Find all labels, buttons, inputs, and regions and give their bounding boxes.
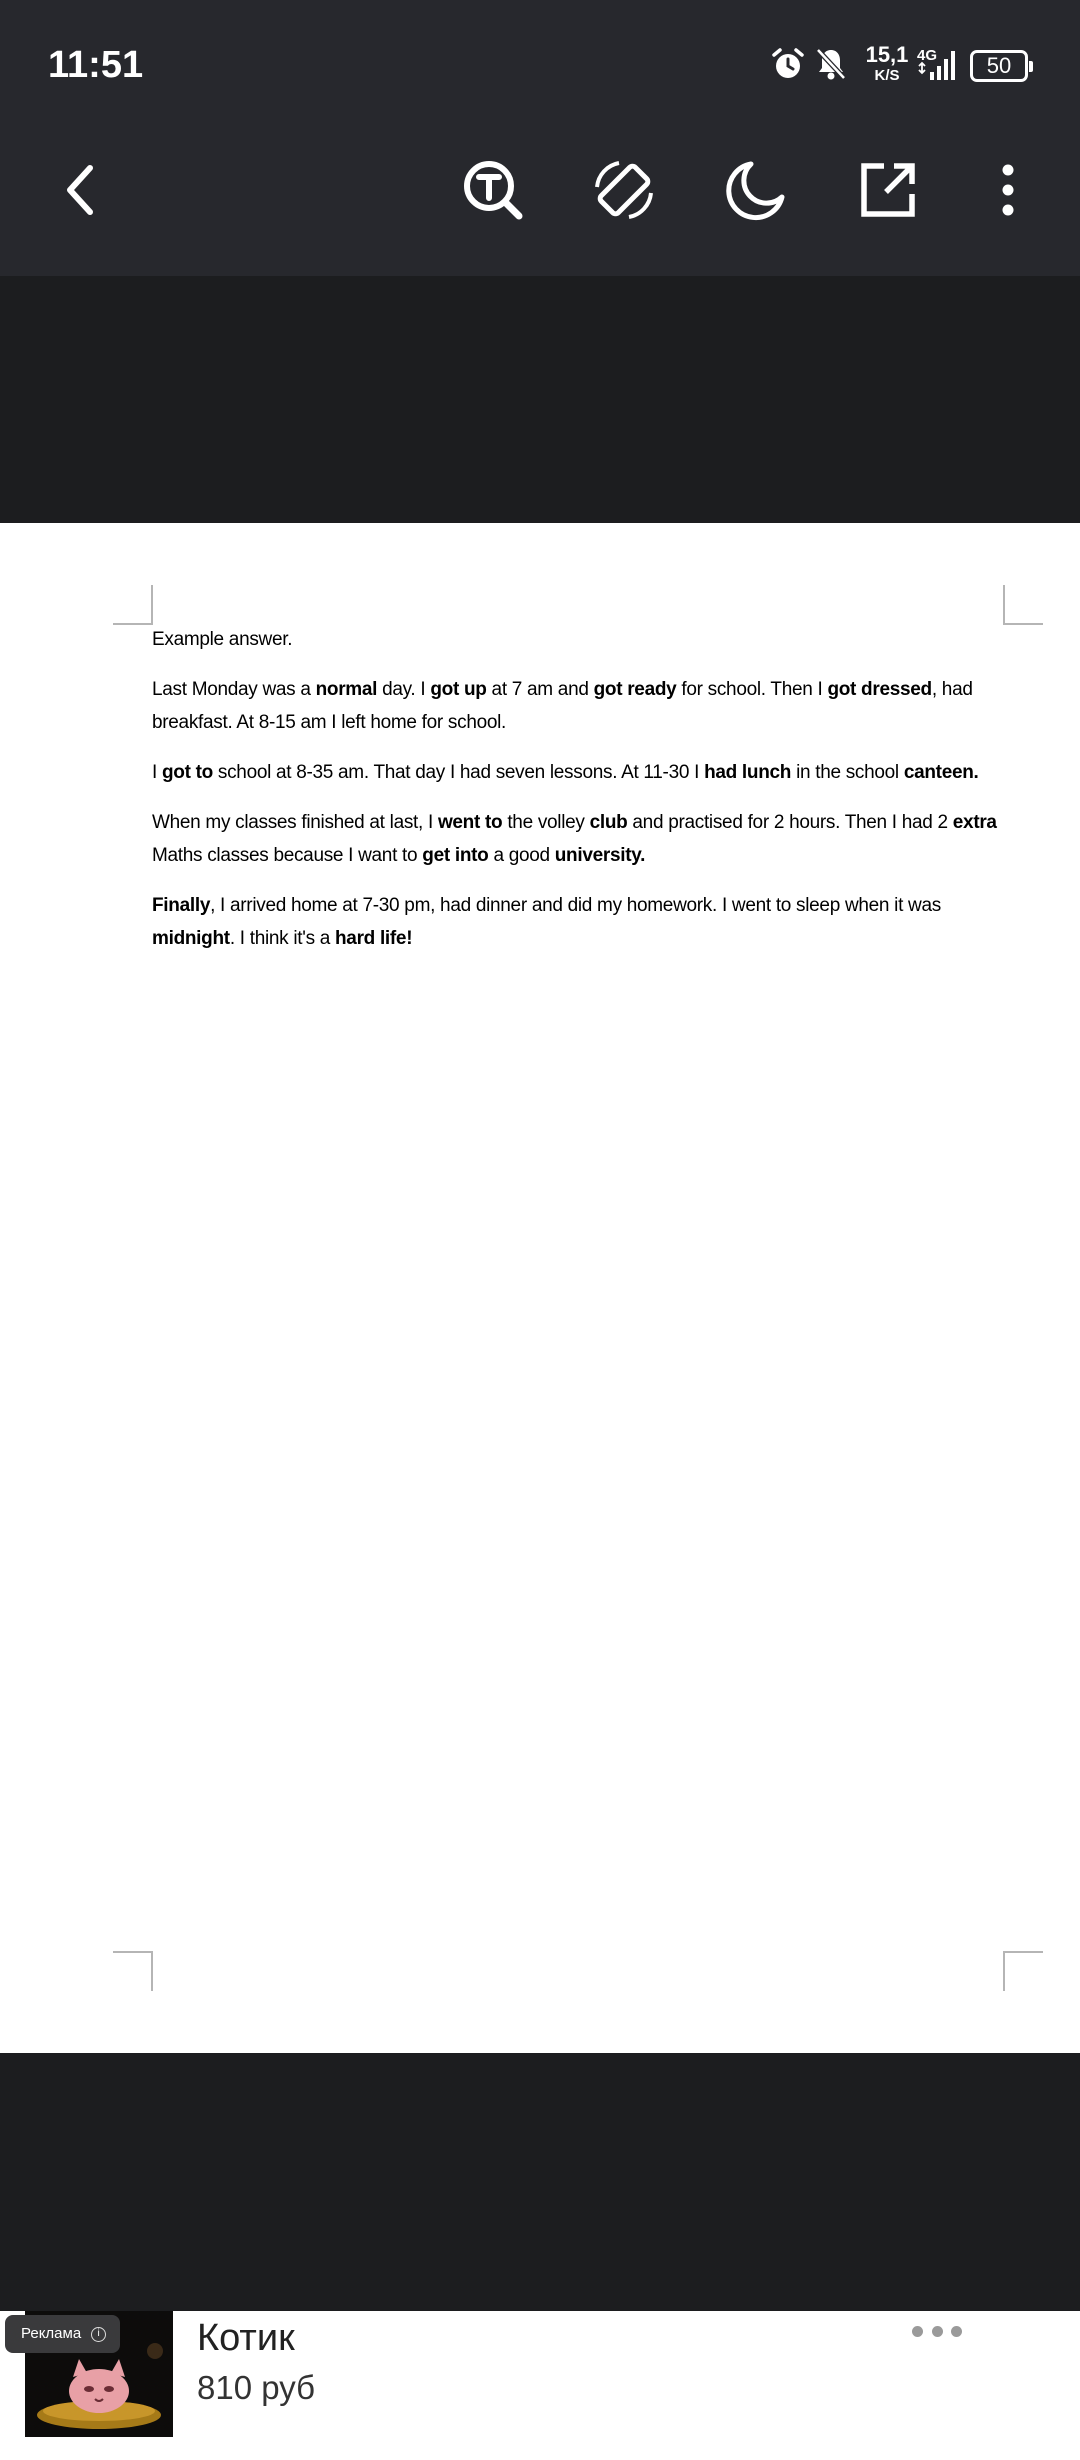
viewer-background	[0, 276, 1080, 523]
svg-text:4G: 4G	[917, 47, 938, 64]
text-run: When my classes finished at last, I	[152, 812, 438, 833]
text-run: and practised for 2 hours. Then I had 2	[627, 812, 953, 833]
crop-mark-top-right	[1003, 585, 1043, 625]
text-run: , I arrived home at 7-30 pm, had dinner and did my homework. I went to sleep when it was	[210, 895, 941, 916]
rotate-screen-icon	[591, 157, 657, 223]
more-horiz-icon-dot	[951, 2326, 962, 2337]
text-search-icon	[461, 158, 525, 222]
bold-text-run: club	[589, 812, 628, 833]
ad-banner[interactable]	[0, 2311, 1080, 2460]
ad-label-text: Реклама	[21, 2325, 82, 2342]
signal-icon	[916, 46, 964, 87]
alarm-icon	[770, 46, 806, 87]
bell-off-icon	[814, 46, 848, 87]
document-heading: Example answer.	[152, 629, 293, 650]
bold-text-run: canteen.	[903, 762, 979, 783]
night-mode-icon	[725, 159, 787, 221]
rotate-screen-button[interactable]	[586, 152, 662, 228]
bold-text-run: got ready	[593, 679, 677, 700]
text-run: a good	[488, 845, 555, 866]
bold-text-run: had lunch	[704, 762, 792, 783]
document-paragraphs	[152, 673, 1012, 955]
crop-mark-bottom-left	[113, 1951, 153, 1991]
text-run: . I think it's a	[229, 928, 335, 949]
bold-text-run: got to	[161, 762, 213, 783]
more-options-button[interactable]	[970, 152, 1046, 228]
top-bar	[0, 0, 1080, 276]
document-paragraph	[152, 673, 1012, 739]
bold-text-run: extra	[952, 812, 997, 833]
status-time: 11:51	[48, 44, 144, 86]
info-icon: i	[91, 2327, 106, 2342]
document-paragraph	[152, 806, 1012, 872]
document-text	[152, 623, 1012, 972]
ad-label-badge[interactable]	[5, 2315, 120, 2353]
bold-text-run: midnight	[152, 928, 230, 949]
text-run: school at 8-35 am. That day I had seven lessons. At 11-30 I	[212, 762, 705, 783]
text-run: at 7 am and	[486, 679, 594, 700]
text-run: Maths classes because I want to	[152, 845, 423, 866]
document-page[interactable]	[0, 523, 1080, 2053]
text-search-button[interactable]	[455, 152, 531, 228]
more-vert-icon	[1000, 162, 1016, 218]
text-run: day. I	[377, 679, 431, 700]
text-run: for school. Then I	[676, 679, 828, 700]
bold-text-run: university.	[554, 845, 646, 866]
ad-more-button[interactable]	[912, 2321, 962, 2341]
bold-text-run: get into	[422, 845, 489, 866]
more-horiz-icon-dot	[932, 2326, 943, 2337]
more-horiz-icon-dot	[912, 2326, 923, 2337]
bold-text-run: got dressed	[827, 679, 932, 700]
network-speed-value: 15,1	[865, 42, 909, 67]
crop-mark-top-left	[113, 585, 153, 625]
battery-indicator: 50	[970, 50, 1028, 82]
document-paragraph	[152, 756, 1012, 789]
network-speed-unit: K/S	[874, 67, 900, 84]
open-external-icon	[858, 160, 918, 220]
open-external-button[interactable]	[850, 152, 926, 228]
back-icon	[60, 164, 100, 216]
ad-title[interactable]: Котик	[197, 2317, 295, 2359]
text-run: , had breakfast. At 8-15 am I left home for school.	[152, 679, 973, 733]
bold-text-run: Finally	[152, 895, 211, 916]
bold-text-run: got up	[430, 679, 487, 700]
ad-price: 810 руб	[197, 2369, 315, 2406]
crop-mark-bottom-right	[1003, 1951, 1043, 1991]
night-mode-button[interactable]	[718, 152, 794, 228]
viewer-background-bottom	[0, 2053, 1080, 2311]
document-paragraph	[152, 889, 1012, 955]
network-speed	[862, 44, 912, 83]
text-run: I	[152, 762, 162, 783]
text-run: the volley	[502, 812, 590, 833]
text-run: in the school	[791, 762, 904, 783]
text-run: Last Monday was a	[152, 679, 316, 700]
back-button[interactable]	[42, 152, 118, 228]
bold-text-run: hard life!	[335, 928, 413, 949]
status-bar	[0, 0, 1080, 130]
bold-text-run: normal	[315, 679, 378, 700]
bold-text-run: went to	[437, 812, 503, 833]
